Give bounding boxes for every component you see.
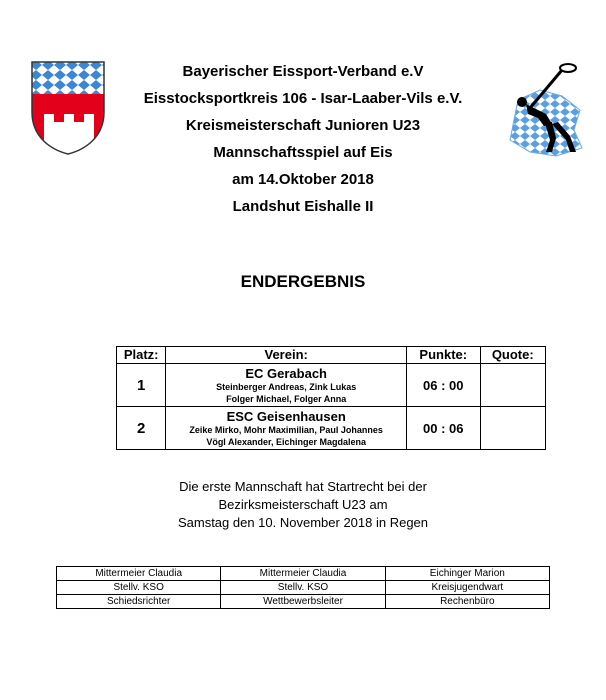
header-points: Punkte: bbox=[407, 347, 481, 364]
bavarian-crest-icon bbox=[30, 60, 106, 156]
district-name: Eisstocksportkreis 106 - Isar-Laaber-Vils e.V. bbox=[143, 90, 463, 107]
club-name: EC Gerabach bbox=[245, 365, 327, 381]
place: 1 bbox=[117, 364, 166, 407]
header-place: Platz: bbox=[117, 347, 166, 364]
team-members: Vögl Alexander, Eichinger Magdalena bbox=[206, 436, 367, 447]
header-club: Verein: bbox=[166, 347, 407, 364]
quote bbox=[480, 364, 545, 407]
discipline: Mannschaftsspiel auf Eis bbox=[213, 144, 393, 161]
result-title: ENDERGEBNIS bbox=[240, 272, 366, 291]
official-role: Rechenbüro bbox=[385, 595, 549, 609]
official-role: Wettbewerbsleiter bbox=[221, 595, 385, 609]
eisstock-player-logo-icon bbox=[500, 60, 588, 160]
club-cell bbox=[166, 364, 407, 407]
official-title: Stellv. KSO bbox=[57, 581, 221, 595]
team-members: Folger Michael, Folger Anna bbox=[226, 393, 347, 404]
notice-line: Samstag den 10. November 2018 in Regen bbox=[177, 515, 429, 530]
points: 06 : 00 bbox=[407, 364, 481, 407]
official-name: Mittermeier Claudia bbox=[221, 567, 385, 581]
club-cell bbox=[166, 407, 407, 450]
notice-line: Die erste Mannschaft hat Startrecht bei der bbox=[179, 479, 427, 494]
official-role: Schiedsrichter bbox=[57, 595, 221, 609]
official-name: Mittermeier Claudia bbox=[57, 567, 221, 581]
team-members: Steinberger Andreas, Zink Lukas bbox=[216, 381, 357, 392]
document-header bbox=[100, 62, 506, 224]
results-header-row bbox=[117, 347, 546, 364]
results-table bbox=[116, 346, 546, 450]
officials-table bbox=[56, 566, 550, 609]
officials-titles-row bbox=[57, 581, 550, 595]
place: 2 bbox=[117, 407, 166, 450]
official-name: Eichinger Marion bbox=[385, 567, 549, 581]
table-row bbox=[117, 407, 546, 450]
venue: Landshut Eishalle II bbox=[232, 198, 374, 215]
points: 00 : 06 bbox=[407, 407, 481, 450]
club-name: ESC Geisenhausen bbox=[226, 408, 346, 424]
qualification-notice bbox=[0, 478, 606, 532]
federation-name: Bayerischer Eissport-Verband e.V bbox=[182, 63, 424, 80]
official-title: Kreisjugendwart bbox=[385, 581, 549, 595]
notice-line: Bezirksmeisterschaft U23 am bbox=[218, 497, 388, 512]
event-date: am 14.Oktober 2018 bbox=[232, 171, 374, 188]
team-members: Zeike Mirko, Mohr Maximilian, Paul Johannes bbox=[189, 424, 383, 435]
officials-roles-row bbox=[57, 595, 550, 609]
header-quote: Quote: bbox=[480, 347, 545, 364]
officials-names-row bbox=[57, 567, 550, 581]
table-row bbox=[117, 364, 546, 407]
championship-title: Kreismeisterschaft Junioren U23 bbox=[185, 117, 421, 134]
official-title: Stellv. KSO bbox=[221, 581, 385, 595]
quote bbox=[480, 407, 545, 450]
